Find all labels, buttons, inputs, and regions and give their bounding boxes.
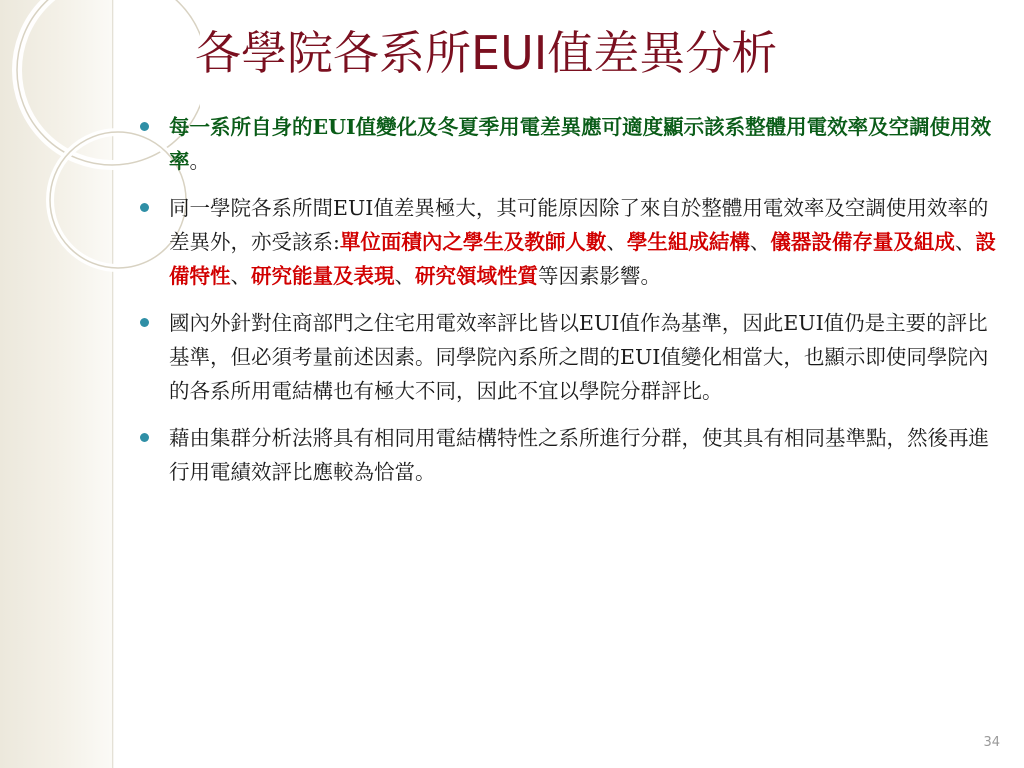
text-segment-red: 設備特性 xyxy=(169,230,996,288)
text-segment-normal: 藉由集群分析法將具有相同用電結構特性之系所進行分群，使其具有相同基準點，然後再進行用電績效評比應較為恰當。 xyxy=(169,426,989,484)
bullet-dot-icon xyxy=(140,318,149,327)
text-segment-red: 研究能量及表現 xyxy=(251,264,395,288)
bullet-dot-icon xyxy=(140,203,149,212)
slide-title: 各學院各系所EUI值差異分析 xyxy=(195,26,778,80)
bullet-text xyxy=(169,421,1000,489)
text-segment-normal: 等因素影響。 xyxy=(538,264,661,288)
bullet-text xyxy=(169,191,1000,293)
bullet-item xyxy=(140,191,1000,293)
text-segment-green: 每一系所自身的EUI值變化及冬夏季用電差異應可適度顯示該系整體用電效率及空調使用效率 xyxy=(169,115,992,173)
text-segment-normal: 同一學院各系所間EUI值差異極大，其可能原因除了來自於整體用電效率及空調使用效率的差異外，亦受該系: xyxy=(169,196,989,254)
page-number: 34 xyxy=(983,735,1000,750)
text-segment-red: 學生組成結構 xyxy=(626,230,750,254)
bullet-dot-icon xyxy=(140,122,149,131)
text-segment-red: 儀器設備存量及組成 xyxy=(770,230,955,254)
text-segment-normal: 、 xyxy=(749,230,771,254)
text-segment-normal: 、 xyxy=(954,230,976,254)
bullet-text xyxy=(169,306,1000,408)
bullet-dot-icon xyxy=(140,433,149,442)
text-segment-normal: 、 xyxy=(606,230,627,254)
text-segment-normal: 國內外針對住商部門之住宅用電效率評比皆以EUI值作為基準，因此EUI值仍是主要的評比基準，但必須考量前述因素。同學院內系所之間的EUI值變化相當大，也顯示即使同學院內的各系所用電結構也有極大不同，因此不宜以學院分群評比。 xyxy=(169,311,989,403)
bullet-text xyxy=(169,110,1000,178)
bullet-item xyxy=(140,306,1000,408)
text-segment-red: 研究領域性質 xyxy=(415,264,538,288)
text-segment-normal: 、 xyxy=(230,264,251,288)
text-segment-normal: 。 xyxy=(189,149,210,173)
bullet-list xyxy=(140,110,1000,502)
text-segment-red: 單位面積內之學生及教師人數 xyxy=(339,230,607,254)
bullet-item xyxy=(140,110,1000,178)
text-segment-normal: 、 xyxy=(394,264,415,288)
bullet-item xyxy=(140,421,1000,489)
